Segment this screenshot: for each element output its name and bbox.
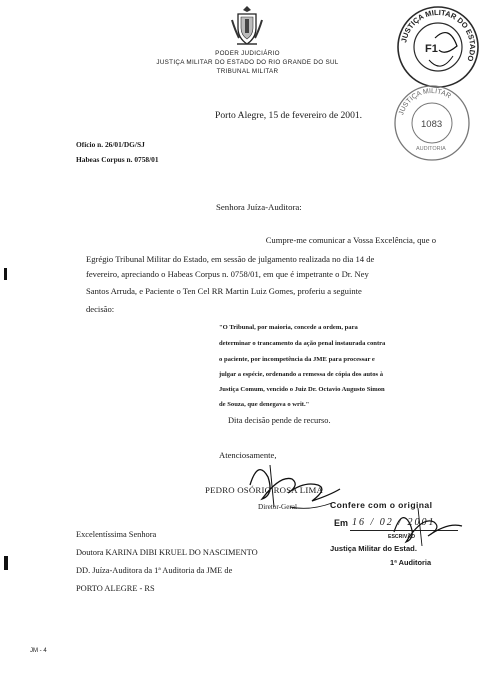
round-stamp-1-inner: F1	[425, 43, 438, 55]
conference-stamp-line-3: Justiça Militar do Estad.	[330, 544, 417, 553]
letterhead-line-3: TRIBUNAL MILITAR	[216, 68, 279, 75]
closing: Atenciosamente,	[219, 450, 277, 460]
round-stamp-2-ring-text: JUSTIÇA MILITAR	[398, 87, 452, 117]
body-line-5: decisão:	[86, 304, 115, 314]
conference-stamp-role: ESCRIVÃO	[388, 534, 416, 540]
scan-mark-top	[4, 268, 7, 280]
conference-stamp-line-1: Confere com o original	[330, 500, 433, 510]
body-line-1: Cumpre-me comunicar a Vossa Excelência, que o	[265, 235, 436, 245]
quote-line-3: o paciente, por incompetência da JME para processar e	[219, 356, 375, 363]
conference-stamp-signature	[388, 502, 468, 550]
scan-mark-bottom	[4, 556, 8, 570]
svg-text:JUSTIÇA MILITAR	[398, 88, 452, 116]
signer-name: PEDRO OSÓRIO ROSA LIMA	[205, 485, 324, 495]
quote-line-6: de Souza, que denegava o writ."	[219, 401, 310, 408]
round-stamp-2	[392, 83, 472, 163]
conference-stamp-date: 16 / 02 / 2001	[352, 517, 436, 528]
quote-line-1: "O Tribunal, por maioria, concede a ordem, para	[219, 324, 358, 331]
conference-stamp-em: Em	[334, 518, 349, 528]
salutation: Senhora Juíza-Auditora:	[216, 202, 302, 212]
addressee-line-1: Excelentíssima Senhora	[76, 530, 157, 539]
body-line-4: Santos Arruda, e Paciente o Ten Cel RR Martin Luiz Gomes, proferiu a seguinte	[86, 286, 362, 296]
quote-line-5: Justiça Comum, vencido o Juiz Dr. Octavio Augusto Simon	[219, 386, 385, 393]
after-quote-text: Dita decisão pende de recurso.	[228, 416, 331, 425]
addressee-line-4: PORTO ALEGRE - RS	[76, 584, 155, 593]
body-line-2: Egrégio Tribunal Militar do Estado, em sessão de julgamento realizada no dia 14 de	[86, 254, 375, 264]
round-stamp-1-ring-text: JUSTIÇA MILITAR DO ESTADO	[399, 7, 478, 63]
signer-title: Diretor-Geral	[258, 503, 297, 511]
oficio-reference: Ofício n. 26/01/DG/SJ	[76, 140, 145, 149]
date-line: Porto Alegre, 15 de fevereiro de 2001.	[215, 110, 363, 121]
conference-stamp-line-4: 1ª Auditoria	[390, 558, 432, 567]
addressee-line-3: DD. Juíza-Auditora da 1ª Auditoria da JME de	[76, 566, 233, 575]
letterhead-line-2: JUSTIÇA MILITAR DO ESTADO DO RIO GRANDE DO SUL	[156, 59, 339, 66]
coat-of-arms-emblem	[230, 4, 264, 48]
quote-line-2: determinar o trancamento da ação penal instaurada contra	[219, 340, 386, 347]
round-stamp-2-number: 1083	[421, 119, 443, 130]
addressee-line-2: Doutora KARINA DIBI KRUEL DO NASCIMENTO	[76, 548, 258, 557]
body-line-3: fevereiro, apreciando o Habeas Corpus n. 0758/01, em que é impetrante o Dr. Ney	[86, 269, 369, 279]
quote-line-4: julgar a espécie, ordenando a remessa de cópia dos autos à	[219, 371, 384, 378]
round-stamp-2-bottom: AUDITORIA	[416, 146, 446, 152]
habeas-corpus-reference: Habeas Corpus n. 0758/01	[76, 155, 159, 164]
letterhead-line-1: PODER JUDICIÁRIO	[215, 50, 280, 57]
footer-code: JM - 4	[30, 648, 47, 654]
round-stamp-1	[395, 4, 481, 90]
conference-stamp	[330, 500, 470, 590]
